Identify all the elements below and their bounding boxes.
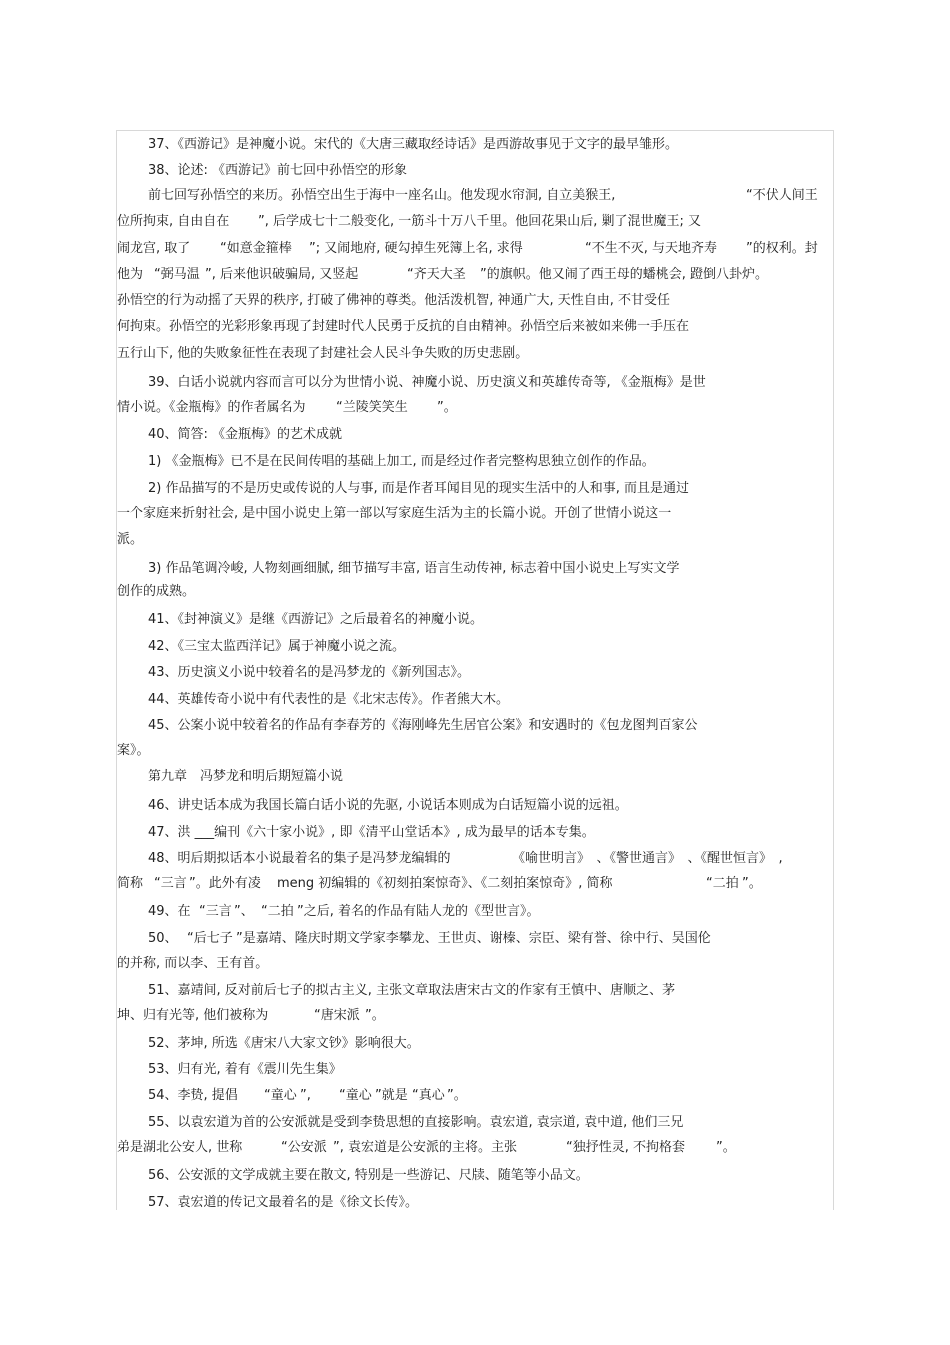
text-line: 45、公案小说中较着名的作品有李春芳的《海刚峰先生居官公案》和安遇时的《包龙图判百家公: [148, 718, 698, 733]
text-line: “弼马温: [154, 267, 200, 282]
text-line: 何拘束。孙悟空的光彩形象再现了封建时代人民勇于反抗的自由精神。孙悟空后来被如来佛一手压在: [117, 319, 690, 334]
text-line: “公安派: [281, 1140, 327, 1155]
text-line: ”, 袁宏道是公安派的主将。主张: [333, 1140, 517, 1155]
text-line: 位所拘束, 自由自在: [117, 214, 230, 229]
text-line: “二拍: [261, 904, 294, 919]
text-line: “童心: [264, 1088, 297, 1103]
text-line: “真心: [412, 1088, 445, 1103]
text-line: ”就是: [375, 1088, 408, 1103]
text-line: 闹龙宫, 取了: [117, 241, 191, 256]
text-line: “三言: [199, 904, 232, 919]
text-line: 40、简答: 《金瓶梅》的艺术成就: [148, 427, 343, 442]
text-line: ”。: [437, 400, 457, 415]
text-line: 55、以袁宏道为首的公安派就是受到李贽思想的直接影响。袁宏道, 袁宗道, 袁中道, 他们三兄: [148, 1115, 684, 1130]
text-line: 3) 作品笔调冷峻, 人物刻画细腻, 细节描写丰富, 语言生动传神, 标志着中国小说史上写实文学: [148, 561, 680, 576]
text-line: 《喻世明言》 、《警世通言》 、《醒世恒言》 ,: [512, 851, 783, 866]
text-line: 39、白话小说就内容而言可以分为世情小说、神魔小说、历史演义和英雄传奇等, 《金瓶梅》是世: [148, 375, 706, 390]
text-line: 41、《封神演义》是继《西游记》之后最着名的神魔小说。: [148, 612, 484, 627]
text-line: 42、《三宝太监西洋记》属于神魔小说之流。: [148, 639, 406, 654]
text-line: 孙悟空的行为动摇了天界的秩序, 打破了佛神的尊类。他活泼机智, 神通广大, 天性自由, 不甘受任: [117, 293, 671, 308]
text-line: 56、公安派的文学成就主要在散文, 特别是一些游记、尺牍、随笔等小品文。: [148, 1168, 589, 1183]
text-line: “齐天大圣: [407, 267, 466, 282]
text-line: 坤、归有光等, 他们被称为: [117, 1008, 269, 1023]
text-line: ”。: [742, 876, 762, 891]
text-line: 46、讲史话本成为我国长篇白话小说的先驱, 小说话本则成为白话短篇小说的远祖。: [148, 798, 628, 813]
page-top-border: [116, 130, 834, 131]
text-line: ”是嘉靖、隆庆时期文学家李攀龙、王世贞、谢榛、宗臣、梁有誉、徐中行、吴国伦: [236, 931, 711, 946]
text-line: ”。此外有凌: [189, 876, 261, 891]
text-line: 49、在: [148, 904, 191, 919]
text-line: “不生不灭, 与天地齐寿: [585, 241, 717, 256]
text-line: 47、洪 ___编刊《六十家小说》, 即《清平山堂话本》, 成为最早的话本专集。: [148, 825, 595, 840]
text-line: “唐宋派: [314, 1008, 360, 1023]
text-line: 创作的成熟。: [117, 584, 196, 599]
text-line: ”。: [447, 1088, 467, 1103]
text-line: 54、李贽, 提倡: [148, 1088, 238, 1103]
text-line: 57、袁宏道的传记文最着名的是《徐文长传》。: [148, 1195, 419, 1210]
page-left-border: [116, 130, 117, 1210]
text-line: 第九章 冯梦龙和明后期短篇小说: [148, 769, 344, 784]
text-line: 弟是湖北公安人, 世称: [117, 1140, 243, 1155]
text-line: 48、明后期拟话本小说最着名的集子是冯梦龙编辑的: [148, 851, 451, 866]
text-line: 五行山下, 他的失败象征性在表现了封建社会人民斗争失败的历史悲剧。: [117, 346, 529, 361]
text-line: “三言: [154, 876, 187, 891]
text-line: 一个家庭来折射社会, 是中国小说史上第一部以写家庭生活为主的长篇小说。开创了世情小说这一: [117, 506, 672, 521]
text-line: ”之后, 着名的作品有陆人龙的《型世言》。: [297, 904, 540, 919]
text-line: 他为: [117, 267, 144, 282]
text-line: 案》。: [117, 743, 150, 758]
text-line: ”、: [234, 904, 254, 919]
text-line: 派。: [117, 532, 144, 547]
text-line: ”, 后学成七十二般变化, 一筋斗十万八千里。他回花果山后, 剿了混世魔王; 又: [258, 214, 702, 229]
text-line: 53、归有光, 着有《震川先生集》: [148, 1062, 342, 1077]
text-line: 52、茅坤, 所选《唐宋八大家文钞》影响很大。: [148, 1036, 420, 1051]
text-line: ”,: [300, 1088, 311, 1103]
text-line: 1) 《金瓶梅》已不是在民间传唱的基础上加工, 而是经过作者完整构思独立创作的作品。: [148, 454, 655, 469]
text-line: 50、: [148, 931, 178, 946]
text-line: “二拍: [706, 876, 739, 891]
text-line: 的并称, 而以李、王有首。: [117, 956, 269, 971]
text-line: 44、英雄传奇小说中有代表性的是《北宋志传》。作者熊大木。: [148, 692, 510, 707]
text-line: “童心: [339, 1088, 372, 1103]
text-line: “兰陵笑笑生: [336, 400, 408, 415]
text-line: 38、论述: 《西游记》前七回中孙悟空的形象: [148, 163, 408, 178]
text-line: “独抒性灵, 不拘格套: [566, 1140, 685, 1155]
text-line: 51、嘉靖间, 反对前后七子的拟古主义, 主张文章取法唐宋古文的作家有王慎中、唐顺之、茅: [148, 983, 676, 998]
text-line: 情小说。《金瓶梅》的作者属名为: [117, 400, 306, 415]
text-line: 前七回写孙悟空的来历。孙悟空出生于海中一座名山。他发现水帘洞, 自立美猴王,: [148, 188, 616, 203]
text-line: ”的旗帜。他又闹了西王母的蟠桃会, 蹬倒八卦炉。: [480, 267, 768, 282]
text-line: ”, 后来他识破骗局, 又竖起: [205, 267, 359, 282]
text-line: 2) 作品描写的不是历史或传说的人与事, 而是作者耳闻目见的现实生活中的人和事, 而且是通过: [148, 481, 690, 496]
text-line: 简称: [117, 876, 144, 891]
text-line: ”; 又闹地府, 硬勾掉生死簿上名, 求得: [309, 241, 523, 256]
text-line: “后七子: [187, 931, 233, 946]
text-line: 37、《西游记》是神魔小说。宋代的《大唐三藏取经诗话》是西游故事见于文字的最早雏形。: [148, 137, 679, 152]
text-line: meng 初编辑的《初刻拍案惊奇》、《二刻拍案惊奇》, 简称: [277, 876, 613, 891]
text-line: “如意金箍棒: [220, 241, 292, 256]
text-line: ”。: [365, 1008, 385, 1023]
text-line: “不伏人间王: [746, 188, 818, 203]
page-right-border: [833, 130, 834, 1210]
text-line: ”的权利。封: [746, 241, 818, 256]
text-line: ”。: [716, 1140, 736, 1155]
text-line: 43、历史演义小说中较着名的是冯梦龙的《新列国志》。: [148, 665, 471, 680]
